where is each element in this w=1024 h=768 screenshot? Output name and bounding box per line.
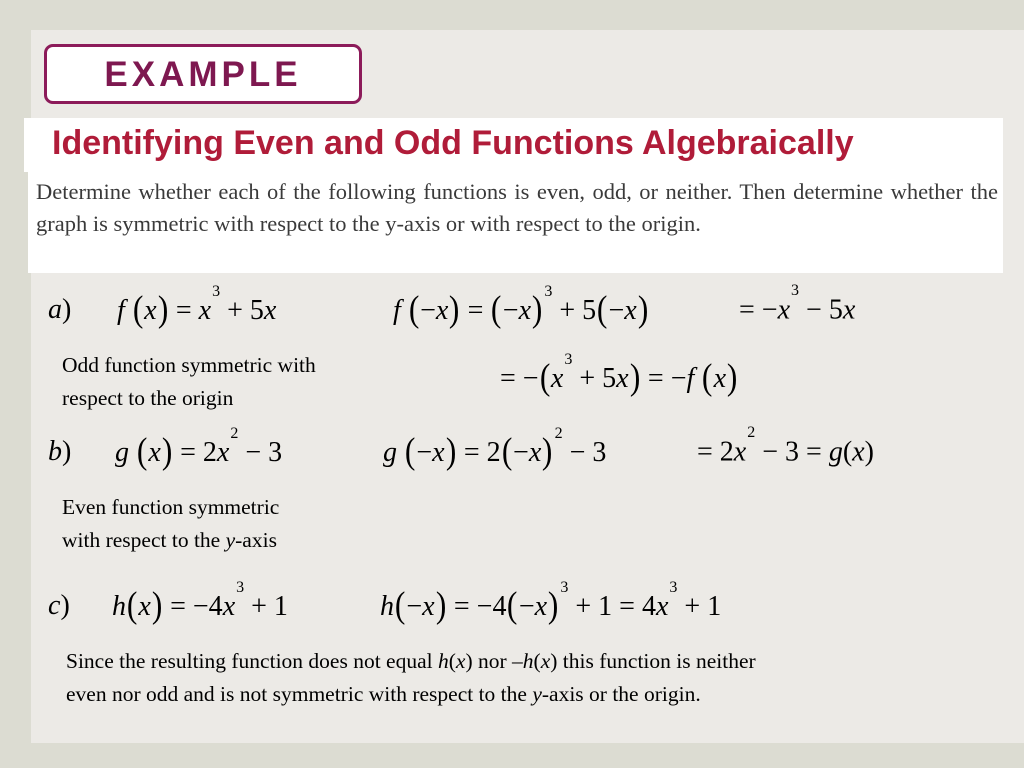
part-b-definition: g $(x) = 2x^2 - 3$ bbox=[115, 424, 283, 472]
example-banner bbox=[44, 44, 362, 104]
example-label: EXAMPLE bbox=[104, 55, 302, 94]
part-c-substitution: h(−x) = −4(−x) $^3 + 1 = 4x^3 + 1$ bbox=[380, 578, 722, 626]
part-a-substitution: f (−x) = (−x) $^3$ + 5(−x) bbox=[393, 282, 649, 330]
part-c-definition: $h(x) = -4x^3 + 1$ bbox=[112, 578, 288, 626]
part-c-conclusion: Since the resulting function does not equal h(x) nor –h(x) this function is neither even nor odd and is not symmetric with respect to the y-axis or the origin. bbox=[66, 649, 756, 706]
title-band bbox=[24, 118, 1003, 172]
part-a-simplified: = $-x^3 - 5x$ bbox=[739, 282, 856, 326]
part-b-label: b) bbox=[48, 436, 72, 467]
part-c-label: c) bbox=[48, 590, 70, 621]
problem-description: Determine whether each of the following functions is even, odd, or neither. Then determine whether the graph is symmetric with respect to the y-axis or with respect to the origin. bbox=[36, 179, 998, 236]
part-b-substitution: g (−x) = 2(−x) $^2$ − 3 bbox=[383, 424, 607, 472]
page-title: Identifying Even and Odd Functions Algebraically bbox=[52, 124, 854, 162]
part-a-factored: = $-(x^3 + 5x) = -f$ (x) bbox=[500, 350, 738, 398]
part-a-conclusion: Odd function symmetric with respect to the origin bbox=[62, 353, 316, 410]
part-b-conclusion: Even function symmetric with respect to the y-axis bbox=[62, 495, 280, 552]
part-a-definition: f $(x) = x^3 + 5x$ bbox=[117, 282, 277, 330]
part-b-simplified: = $2x^2 - 3 = g(x)$ bbox=[697, 424, 874, 468]
description-band bbox=[28, 172, 1003, 273]
part-a-label: a) bbox=[48, 294, 72, 325]
